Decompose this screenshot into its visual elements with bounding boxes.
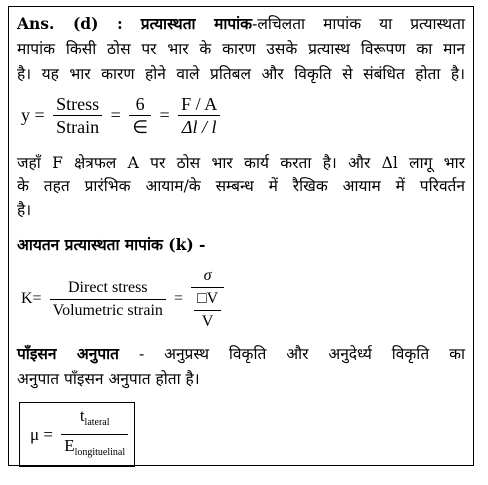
force-area-fraction (178, 93, 220, 138)
answer-box (8, 6, 474, 466)
sigma-epsilon-fraction (129, 93, 151, 138)
fraction-numerator: F / A (178, 93, 220, 116)
poisson-ratio-formula (19, 402, 135, 467)
fraction-numerator: □V (194, 288, 221, 311)
poisson-line-1 (17, 343, 465, 365)
fraction-denominator: Strain (56, 117, 100, 137)
denominator-base: E (64, 436, 75, 455)
elasticity-modulus-heading: प्रत्यास्थता मापांक (140, 14, 253, 33)
fraction-numerator: Direct stress (50, 277, 166, 300)
fraction-denominator: V (201, 313, 214, 330)
para2-line-2: के तहत प्रारंभिक आयाम/के सम्बन्ध में रैखिक आयाम में परिवर्तन (17, 177, 465, 195)
fraction-numerator (61, 405, 128, 435)
fraction-numerator: σ (191, 265, 224, 288)
fraction-denominator: Volumetric strain (52, 301, 163, 319)
equals-sign: = (173, 290, 183, 307)
numerator-subscript: lateral (84, 417, 110, 428)
equals-sign: = (110, 105, 121, 125)
poisson-heading: पाँइसन अनुपात (17, 344, 120, 363)
denominator-subscript: longituelinal (74, 447, 126, 458)
equals-sign: = (159, 105, 170, 125)
para2-line-3: है। (17, 201, 32, 219)
youngs-modulus-formula (17, 93, 220, 138)
answer-label: Ans. (d) : (17, 14, 123, 33)
poisson-line-2: अनुपात पाँइसन अनुपात होता है। (17, 370, 200, 388)
answer-line-1 (17, 13, 465, 35)
para2-line-1: जहाँ F क्षेत्रफल A पर ठोस भार कार्य करता है। और Δl लागू भार (17, 154, 465, 172)
bulk-modulus-heading: आयतन प्रत्यास्थता मापांक (k) - (17, 235, 206, 254)
formula3-lhs: μ = (30, 424, 53, 444)
formula1-lhs: y = (21, 105, 45, 125)
fraction-denominator: Δl / l (181, 117, 217, 137)
answer-line-1-rest: -लचिलता मापांक या प्रत्यास्थता (252, 15, 465, 33)
stress-strain-fraction (53, 93, 102, 138)
fraction-denominator (191, 288, 224, 333)
lateral-longitudinal-fraction (61, 405, 128, 464)
poisson-line-1-rest: - अनुप्रस्थ विकृति और अनुदेर्ध्य विकृति का (119, 345, 465, 363)
answer-line-3: है। यह भार कारण होने वाले प्रतिबल और विकृति से संबंधित होता है। (17, 65, 465, 83)
direct-volumetric-fraction (50, 277, 166, 322)
fraction-denominator: ∈ (132, 117, 149, 137)
bulk-modulus-formula (17, 265, 224, 333)
fraction-numerator: Stress (53, 93, 102, 116)
fraction-denominator (61, 435, 128, 464)
volume-ratio-fraction (194, 288, 221, 333)
answer-line-2: मापांक किसी ठोस पर भार के कारण उसके प्रत्यास्थ विरूपण का मान (17, 40, 465, 58)
formula2-lhs: K= (21, 290, 42, 307)
numerator-base: t (79, 406, 85, 425)
fraction-numerator: 6 (129, 93, 151, 116)
sigma-volume-fraction (191, 265, 224, 333)
